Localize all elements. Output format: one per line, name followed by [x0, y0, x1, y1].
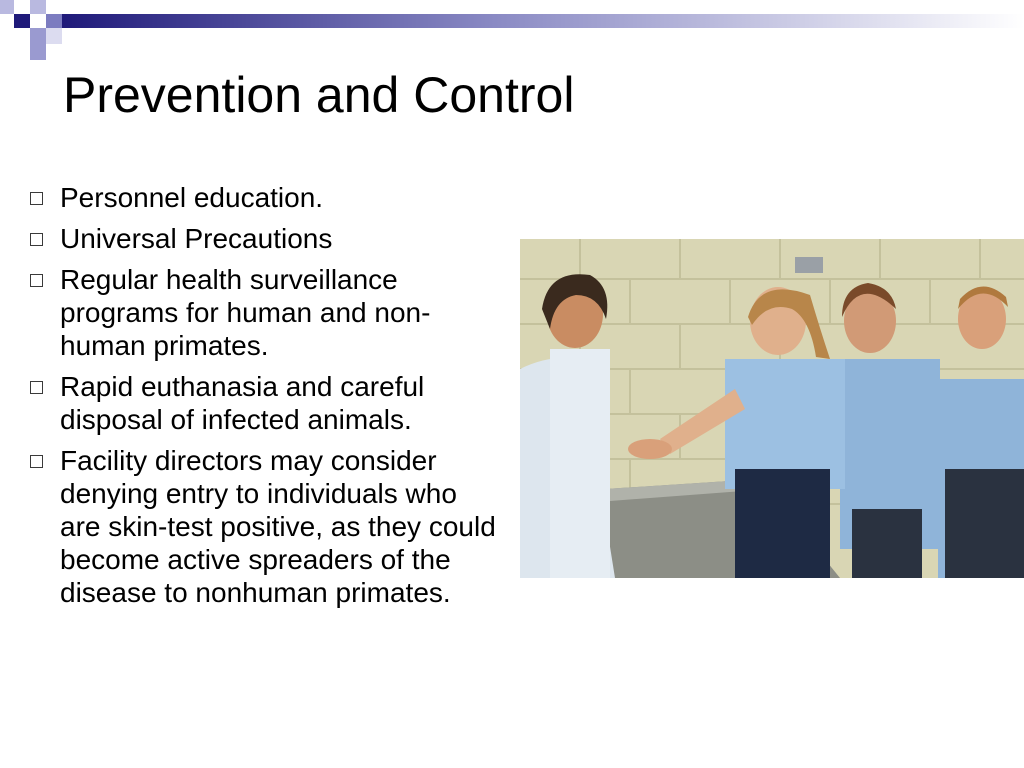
square-bullet-icon: [30, 233, 43, 246]
slide-title: Prevention and Control: [63, 67, 575, 123]
lab-staff-photo: [520, 239, 1024, 578]
bullet-text: Personnel education.: [60, 182, 324, 213]
header-decoration: [0, 0, 1024, 60]
bullet-item: [30, 181, 500, 214]
bullet-item: [30, 222, 500, 255]
square-bullet-icon: [30, 274, 43, 287]
square-bullet-icon: [30, 192, 43, 205]
bullet-item: [30, 370, 500, 436]
photo-illustration: [520, 239, 1024, 578]
header-gradient-graphic: [0, 0, 1024, 60]
bullet-text: Facility directors may consider denying entry to individuals who are skin-test positive, as they could become active spreaders of the disease to nonhuman primates.: [60, 445, 496, 608]
square-bullet-icon: [30, 381, 43, 394]
square-bullet-icon: [30, 455, 43, 468]
bullet-item: [30, 263, 500, 362]
bullet-text: Rapid euthanasia and careful disposal of infected animals.: [60, 371, 425, 435]
bullet-item: [30, 444, 500, 609]
bullet-text: Universal Precautions: [60, 223, 333, 254]
bullet-list: [30, 181, 500, 617]
bullet-text: Regular health surveillance programs for human and non-human primates.: [60, 264, 431, 361]
